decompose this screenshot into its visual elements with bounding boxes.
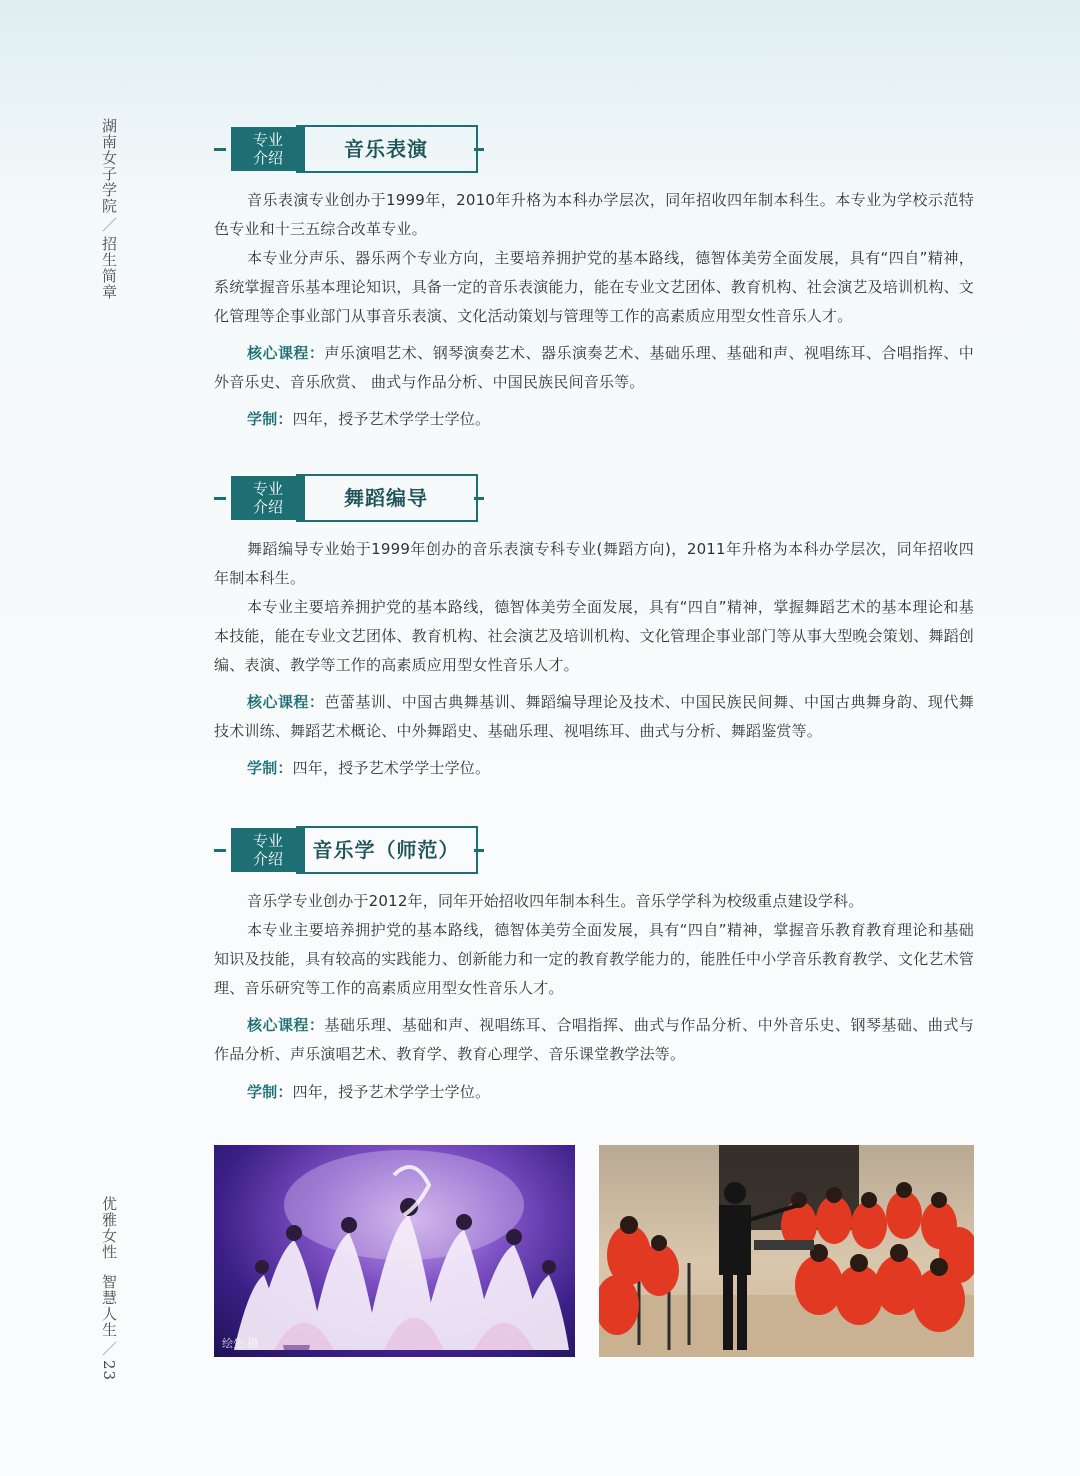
intro-paragraph: 音乐学专业创办于2012年，同年开始招收四年制本科生。音乐学学科为校级重点建设学科。 (247, 892, 864, 910)
core-courses (214, 1011, 974, 1069)
slogan-2: 智慧人生 (100, 1274, 118, 1338)
core-courses (214, 688, 974, 746)
slogan-1: 优雅女性 (100, 1196, 118, 1260)
section-title: 音乐表演 (344, 137, 428, 161)
courses-text: 声乐演唱艺术、钢琴演奏艺术、器乐演奏艺术、基础乐理、基础和声、视唱练耳、合唱指挥、中外音乐史、音乐欣赏、 曲式与作品分析、中国民族民间音乐等。 (214, 344, 974, 391)
goal-paragraph: 本专业分声乐、器乐两个专业方向，主要培养拥护党的基本路线，德智体美劳全面发展，具有“四自”精神，系统掌握音乐基本理论知识，具备一定的音乐表演能力，能在专业文艺团体、教育机构、社会演艺及培训机构、文化管理等企事业部门从事音乐表演、文化活动策划与管理等工作的高素质应用型女性音乐人才。 (214, 249, 975, 325)
tag-line-2: 介绍 (252, 149, 283, 167)
orchestra-illustration (599, 1145, 974, 1357)
section-title: 音乐学（师范） (312, 838, 460, 862)
courses-text: 芭蕾基训、中国古典舞基训、舞蹈编导理论及技术、中国民族民间舞、中国古典舞身韵、现代舞技术训练、舞蹈艺术概论、中外舞蹈史、基础乐理、视唱练耳、曲式与分析、舞蹈鉴赏等。 (214, 693, 974, 740)
intro-tag (231, 127, 305, 171)
tag-line-1: 专业 (252, 131, 283, 149)
section-header-musicology (214, 826, 484, 876)
system-text: 四年，授予艺术学学士学位。 (292, 759, 491, 777)
goal-paragraph: 本专业主要培养拥护党的基本路线，德智体美劳全面发展，具有“四自”精神，掌握音乐教育教育理论和基础知识及技能，具有较高的实践能力、创新能力和一定的教育教学能力的，能胜任中小学音乐教育教学、文化艺术管理、音乐研究等工作的高素质应用型女性音乐人才。 (214, 921, 975, 997)
side-header (96, 118, 120, 300)
page-number: 23 (100, 1360, 118, 1382)
goal-paragraph: 本专业主要培养拥护党的基本路线，德智体美劳全面发展，具有“四自”精神，掌握舞蹈艺术的基本理论和基本技能，能在专业文艺团体、教育机构、社会演艺及培训机构、文化管理企事业部门等从事大型晚会策划、舞蹈创编、表演、教学等工作的高素质应用型女性音乐人才。 (214, 598, 975, 674)
tag-line-2: 介绍 (252, 850, 283, 868)
header-dash (214, 148, 226, 151)
separator: ／ (100, 217, 118, 233)
section-title: 舞蹈编导 (344, 486, 428, 510)
core-courses (214, 339, 974, 397)
section-header-dance-choreography (214, 474, 484, 524)
tag-line-2: 介绍 (252, 498, 283, 516)
intro-paragraph: 舞蹈编导专业始于1999年创办的音乐表演专科专业(舞蹈方向)，2011年升格为本科办学层次，同年招收四年制本科生。 (214, 540, 974, 587)
courses-text: 基础乐理、基础和声、视唱练耳、合唱指挥、曲式与作品分析、中外音乐史、钢琴基础、曲式与作品分析、声乐演唱艺术、教育学、教育心理学、音乐课堂教学法等。 (214, 1016, 974, 1063)
header-dash (214, 497, 226, 500)
school-name: 湖南女子学院 (100, 118, 118, 214)
system-text: 四年，授予艺术学学士学位。 (292, 410, 491, 428)
intro-tag (231, 828, 305, 872)
study-system (214, 405, 974, 434)
intro-paragraph: 音乐表演专业创办于1999年，2010年升格为本科办学层次，同年招收四年制本科生。本专业为学校示范特色专业和十三五综合改革专业。 (214, 191, 974, 238)
system-label: 学制： (247, 1083, 293, 1101)
header-dash (214, 849, 226, 852)
dance-performance-photo (214, 1145, 575, 1357)
section-header-music-performance (214, 125, 484, 175)
document-name: 招生简章 (100, 236, 118, 300)
tag-line-1: 专业 (252, 832, 283, 850)
orchestra-photo (599, 1145, 974, 1357)
system-label: 学制： (247, 759, 293, 777)
header-dash (474, 849, 484, 852)
intro-tag (231, 476, 305, 520)
study-system (214, 754, 974, 783)
dance-illustration (214, 1145, 575, 1357)
separator: ／ (100, 1341, 118, 1357)
study-system (214, 1078, 974, 1107)
header-dash (474, 148, 484, 151)
courses-label: 核心课程： (247, 344, 325, 362)
tag-line-1: 专业 (252, 480, 283, 498)
courses-label: 核心课程： (247, 1016, 325, 1034)
courses-label: 核心课程： (247, 693, 325, 711)
side-footer (96, 1196, 120, 1381)
photo-watermark: 绘生 摄 (222, 1337, 259, 1350)
header-dash (474, 497, 484, 500)
system-text: 四年，授予艺术学学士学位。 (292, 1083, 491, 1101)
system-label: 学制： (247, 410, 293, 428)
